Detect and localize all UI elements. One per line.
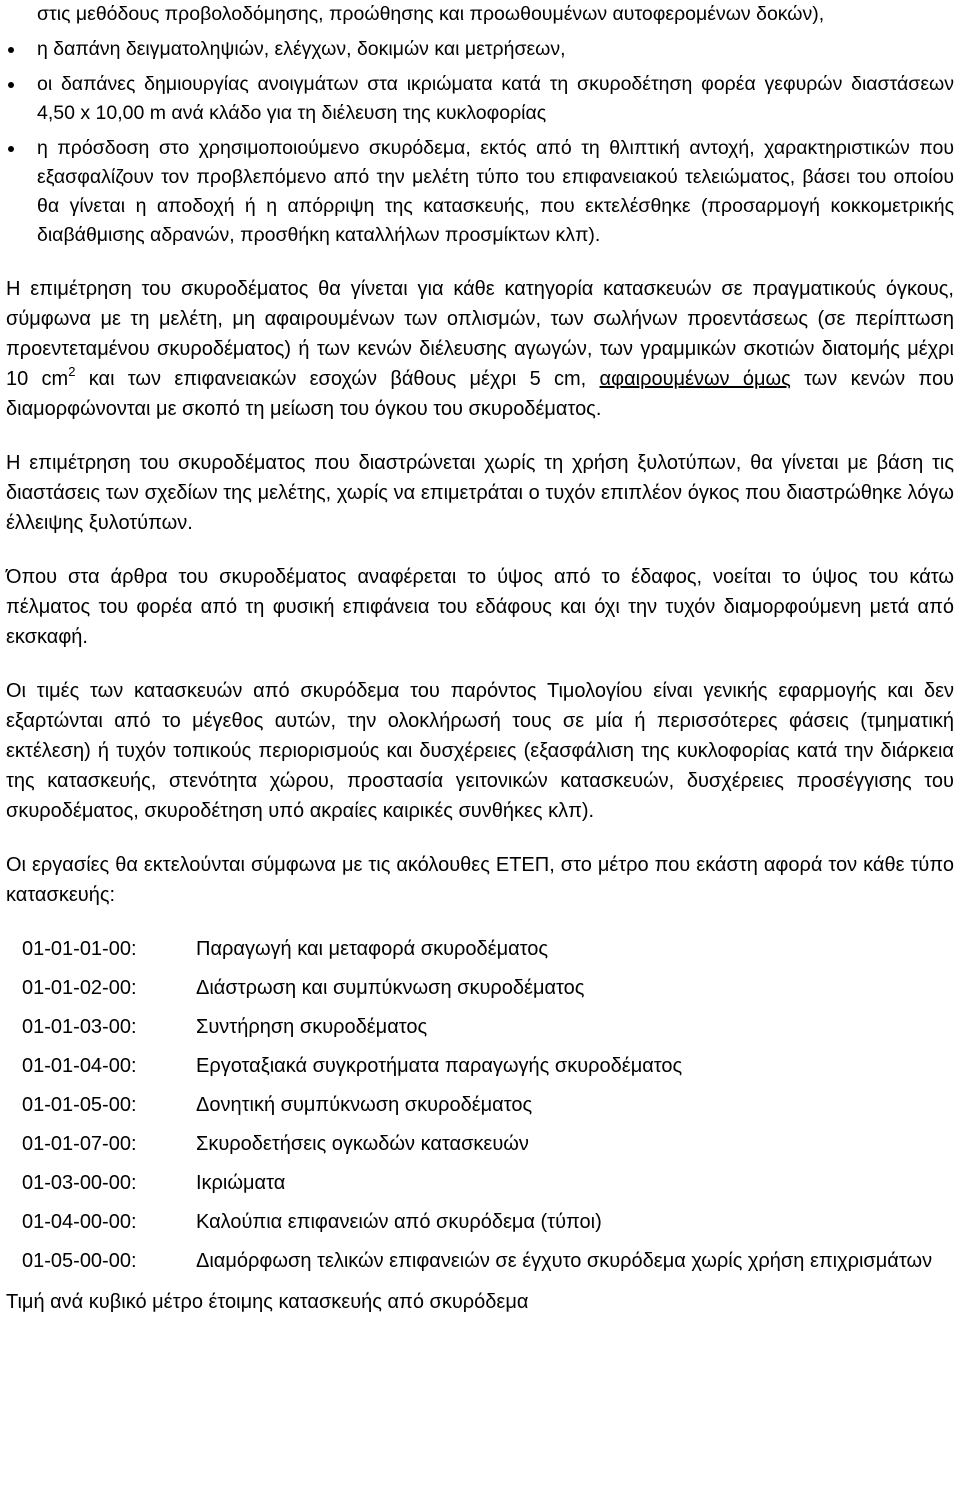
bullet-item [6, 134, 954, 250]
etep-description: Σκυροδετήσεις ογκωδών κατασκευών [196, 1133, 529, 1155]
closing-line: Τιμή ανά κυβικό μέτρο έτοιμης κατασκευής από σκυρόδεμα [6, 1291, 529, 1313]
etep-code: 01-03-00-00: [22, 1172, 137, 1194]
list-item [22, 936, 954, 963]
paragraph-text: Η επιμέτρηση του σκυροδέματος θα γίνεται για κάθε κατηγορία κατασκευών σε πραγματικούς όγκους, σύμφωνα με τη μελέτη, μη αφαιρουμένων των οπλισμών, των σωλήνων προεντάσεως (σε περίπτωση προεντεταμένου σκυροδέματος) ή των κενών διέλευσης αγωγών, των γραμμικών σκοτιών διατομής μέχρι 10 cm [6, 278, 954, 390]
etep-code: 01-01-03-00: [22, 1016, 137, 1038]
paragraph-no-formwork: Η επιμέτρηση του σκυροδέματος που διαστρώνεται χωρίς τη χρήση ξυλοτύπων, θα γίνεται με βάση τις διαστάσεις των σχεδίων της μελέτης, χωρίς να επιμετράται ο τυχόν επιπλέον όγκος που διαστρώθηκε λόγω έλλειψης ξυλοτύπων. [6, 452, 954, 534]
etep-description: Παραγωγή και μεταφορά σκυροδέματος [196, 938, 549, 960]
paragraph-measurement [6, 274, 954, 424]
etep-code: 01-01-05-00: [22, 1094, 137, 1116]
etep-description: Εργοταξιακά συγκροτήματα παραγωγής σκυροδέματος [196, 1055, 683, 1077]
etep-code: 01-01-02-00: [22, 977, 137, 999]
bullet-item [6, 35, 954, 64]
etep-description: Ικριώματα [196, 1172, 286, 1194]
underlined-text: αφαιρουμένων όμως [599, 368, 791, 390]
paragraph-prices: Οι τιμές των κατασκευών από σκυρόδεμα του παρόντος Τιμολογίου είναι γενικής εφαρμογής και δεν εξαρτώνται από το μέγεθος αυτών, την ολοκλήρωσή τους σε μία ή περισσότερες φάσεις (τμηματική εκτέλεση) ή τυχόν τοπικούς περιορισμούς και δυσχέρειες (εξασφάλιση της κυκλοφορίας κατά την διάρκεια της κατασκευής, στενότητα χώρου, προστασία γειτονικών κατασκευών, δυσχέρειες προσέγγισης του σκυροδέματος, σκυροδέτηση υπό ακραίες καιρικές συνθήκες κλπ). [6, 680, 954, 822]
bullet-text: η δαπάνη δειγματοληψιών, ελέγχων, δοκιμών και μετρήσεων, [37, 38, 566, 60]
etep-description: Δονητική συμπύκνωση σκυροδέματος [196, 1094, 533, 1116]
superscript: 2 [68, 364, 76, 379]
etep-code: 01-01-04-00: [22, 1055, 137, 1077]
etep-code-list [6, 936, 954, 1275]
bullet-dot-icon [8, 82, 14, 88]
etep-code: 01-01-07-00: [22, 1133, 137, 1155]
bullet-list [6, 0, 954, 250]
bullet-item [6, 70, 954, 128]
bullet-continuation: στις μεθόδους προβολοδόμησης, προώθησης και προωθουμένων αυτοφερομένων δοκών), [37, 3, 825, 25]
list-item [22, 1248, 954, 1275]
list-item [22, 1014, 954, 1041]
list-item [22, 975, 954, 1002]
etep-code: 01-04-00-00: [22, 1211, 137, 1233]
list-item [22, 1092, 954, 1119]
bullet-text: η πρόσδοση στο χρησιμοποιούμενο σκυρόδεμα, εκτός από τη θλιπτική αντοχή, χαρακτηριστικών που εξασφαλίζουν τον προβλεπόμενο από την μελέτη τύπο του επιφανειακού τελειώματος, βάσει του οποίου θα γίνεται η αποδοχή ή η απόρριψη της κατασκευής, που εκτελέσθηκε (προσαρμογή κοκκομετρικής διαβάθμισης αδρανών, προσθήκη καταλλήλων προσμίκτων κλπ). [37, 137, 954, 246]
etep-description: Διάστρωση και συμπύκνωση σκυροδέματος [196, 977, 585, 999]
bullet-dot-icon [8, 146, 14, 152]
paragraph-height: Όπου στα άρθρα του σκυροδέματος αναφέρεται το ύψος από το έδαφος, νοείται το ύψος του κάτω πέλματος του φορέα από τη φυσική επιφάνεια του εδάφους και όχι την τυχόν διαμορφούμενη μετά από εκσκαφή. [6, 566, 954, 648]
list-item [22, 1131, 954, 1158]
etep-description: Συντήρηση σκυροδέματος [196, 1016, 428, 1038]
paragraph-text: και των επιφανειακών εσοχών βάθους μέχρι 5 cm, [75, 368, 600, 390]
bullet-dot-icon [8, 47, 14, 53]
paragraph-text: των κενών που διαμορφώνονται με σκοπό τη μείωση του όγκου του σκυροδέματος. [6, 368, 954, 420]
etep-description: Διαμόρφωση τελικών επιφανειών σε έγχυτο σκυρόδεμα χωρίς χρήση επιχρισμάτων [196, 1250, 933, 1272]
etep-description: Καλούπια επιφανειών από σκυρόδεμα (τύποι) [196, 1211, 602, 1233]
etep-code: 01-01-01-00: [22, 938, 137, 960]
list-item [22, 1053, 954, 1080]
paragraph-etep: Οι εργασίες θα εκτελούνται σύμφωνα με τις ακόλουθες ΕΤΕΠ, στο μέτρο που εκάστη αφορά τον κάθε τύπο κατασκευής: [6, 854, 954, 906]
list-item [22, 1209, 954, 1236]
list-item [22, 1170, 954, 1197]
bullet-text: οι δαπάνες δημιουργίας ανοιγμάτων στα ικριώματα κατά τη σκυροδέτηση φορέα γεφυρών διαστάσεων 4,50 x 10,00 m ανά κλάδο για τη διέλευση της κυκλοφορίας [37, 73, 954, 124]
etep-code: 01-05-00-00: [22, 1250, 137, 1272]
